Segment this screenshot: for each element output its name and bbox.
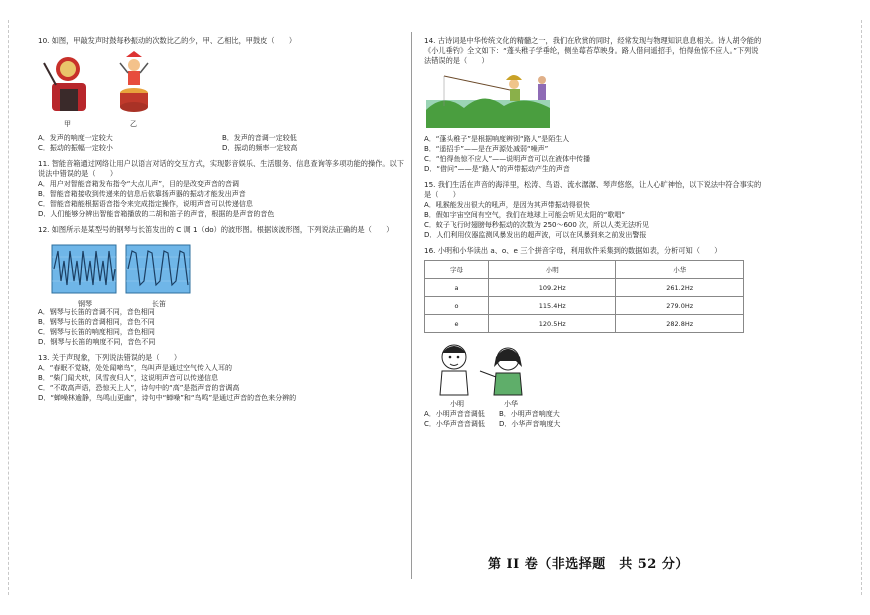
q16-option-a[interactable]: A．小明声音音调低 xyxy=(424,410,485,418)
q12-option-a[interactable]: A．钢琴与长笛的音调不同，音色相同 xyxy=(38,308,155,316)
q16-figure xyxy=(424,337,762,409)
table-cell: 279.0Hz xyxy=(616,297,744,315)
q13-stem: 13. 关于声现象，下列说法错误的是（ ） xyxy=(38,353,182,362)
q15-option-c[interactable]: C．蚊子飞行时翅膀每秒振动的次数为 250～600 次，所以人类无法听见 xyxy=(424,221,650,229)
q10-option-a[interactable]: A．发声的响度一定较大 xyxy=(38,134,113,142)
q11-stem: 11. 智能音箱通过网络让用户以语言对话的交互方式，实现影音娱乐、生活服务、信息查询等多项功能的操作。以下说法中错误的是（ ） xyxy=(38,159,404,178)
table-header-cell: 字母 xyxy=(425,261,489,279)
table-cell: a xyxy=(425,279,489,297)
q11-option-c[interactable]: C．智能音箱能根据语音指令来完成指定操作，说明声音可以传递信息 xyxy=(38,200,253,208)
table-row xyxy=(425,315,744,333)
q14-option-d[interactable]: D．“借问”——是“路人”的声带振动产生的声音 xyxy=(424,165,570,173)
table-header-cell: 小明 xyxy=(488,261,616,279)
q13-option-c[interactable]: C．“不敢高声语，恐惊天上人”，诗句中的“高”是指声音的音调高 xyxy=(38,384,240,392)
binding-line-left xyxy=(8,20,9,595)
children-illustration xyxy=(424,337,544,399)
q15-option-a[interactable]: A．吼猴能发出很大的吼声，是因为其声带振动得很快 xyxy=(424,201,590,209)
q12-label-flute: 长笛 xyxy=(152,300,166,308)
q12-option-c[interactable]: C．钢琴与长笛的响度相同，音色相同 xyxy=(38,328,155,336)
q15-stem: 15. 我们生活在声音的海洋里，松涛、鸟语、流水潺潺、琴声悠悠，让人心旷神怡，以下说法中符合事实的是（ ） xyxy=(424,180,762,199)
table-row xyxy=(425,279,744,297)
q14-option-a[interactable]: A．“蓬头稚子”是根据响度辨别“路人”是陌生人 xyxy=(424,135,570,143)
q13-option-a[interactable]: A．“春眠不觉晓，处处闻啼鸟”，鸟叫声是通过空气传入人耳的 xyxy=(38,364,233,372)
table-cell: o xyxy=(425,297,489,315)
q10-label-jia: 甲 xyxy=(64,120,71,128)
table-cell: 115.4Hz xyxy=(488,297,616,315)
q12-option-d[interactable]: D．钢琴与长笛的响度不同，音色不同 xyxy=(38,338,156,346)
q15-option-b[interactable]: B．假如宇宙空间有空气，我们在地球上可能会听见太阳的“歌唱” xyxy=(424,211,626,219)
table-cell: 109.2Hz xyxy=(488,279,616,297)
q10-figure xyxy=(38,49,406,133)
table-cell: 282.8Hz xyxy=(616,315,744,333)
q13-option-b[interactable]: B．“柴门闻犬吠，风雪夜归人”，这说明声音可以传递信息 xyxy=(38,374,219,382)
q10-option-b[interactable]: B．发声的音调一定较低 xyxy=(222,134,297,142)
binding-line-right xyxy=(861,20,862,595)
waveform-illustration xyxy=(38,241,198,297)
q16-label-xiaohua: 小华 xyxy=(504,400,518,408)
q16-option-c[interactable]: C．小华声音音调低 xyxy=(424,420,485,428)
left-column xyxy=(38,36,406,605)
q10-option-c[interactable]: C．振动的振幅一定较小 xyxy=(38,144,113,152)
table-header-row xyxy=(425,261,744,279)
q14-figure xyxy=(424,70,762,134)
q15-option-d[interactable]: D．人们利用仪器监测风暴发出的超声波，可以在风暴到来之前发出警报 xyxy=(424,231,647,239)
table-header-cell: 小华 xyxy=(616,261,744,279)
right-column xyxy=(424,36,762,605)
frequency-table xyxy=(424,260,744,333)
q11-option-b[interactable]: B．智能音箱接收到传递来的信息后依靠扬声器的振动才能发出声音 xyxy=(38,190,246,198)
q12-stem: 12. 如图所示是某型号的钢琴与长笛发出的 C 调 1（do）的波形图。根据该波形图，下列说法正确的是（ ） xyxy=(38,225,394,234)
q11-option-a[interactable]: A．用户对智能音箱发布指令“大点儿声”，目的是改变声音的音调 xyxy=(38,180,240,188)
q13-option-d[interactable]: D．“蝉噪林逾静，鸟鸣山更幽”，诗句中“蝉噪”和“鸟鸣”是通过声音的音色来分辨的 xyxy=(38,394,297,402)
q14-option-b[interactable]: B．“遥招手”——是在声源处减弱“噪声” xyxy=(424,145,549,153)
q10-stem: 10. 如图，甲敲发声时鼓每秒振动的次数比乙的少，甲、乙相比，甲鼓皮（ ） xyxy=(38,36,297,45)
table-row xyxy=(425,297,744,315)
q16-option-b[interactable]: B．小明声音响度大 xyxy=(499,410,560,418)
section-title: 第 II 卷（非选择题 共 52 分） xyxy=(488,557,689,572)
q12-figure xyxy=(38,241,406,307)
drummers-illustration xyxy=(38,49,168,133)
q16-label-xiaoming: 小明 xyxy=(450,400,464,408)
fishing-child-illustration xyxy=(424,70,554,130)
q10-label-yi: 乙 xyxy=(130,120,137,128)
table-cell: 261.2Hz xyxy=(616,279,744,297)
q11-option-d[interactable]: D．人们能够分辨出智能音箱播放的二胡和笛子的声音，根据的是声音的音色 xyxy=(38,210,275,218)
q10-option-d[interactable]: D．振动的频率一定较高 xyxy=(222,144,298,152)
table-cell: e xyxy=(425,315,489,333)
q14-stem: 14. 古诗词是中华传统文化的精髓之一，我们在欣赏的同时，经常发现与物理知识息息相关。诗人胡令能的《小儿垂钓》全文如下：“蓬头稚子学垂纶，侧坐莓苔草映身。路人借问遥招手，怕得鱼惊不应人。”下列说法错误的是（ ） xyxy=(424,36,762,65)
q12-option-b[interactable]: B．钢琴与长笛的音调相同，音色不同 xyxy=(38,318,155,326)
q14-option-c[interactable]: C．“怕得鱼惊不应人”——说明声音可以在液体中传播 xyxy=(424,155,591,163)
column-divider xyxy=(411,32,412,579)
table-cell: 120.5Hz xyxy=(488,315,616,333)
q16-stem: 16. 小明和小华读出 a、o、e 三个拼音字母，利用软件采集到的数据如表，分析可知（ ） xyxy=(424,246,722,255)
q12-label-piano: 钢琴 xyxy=(78,300,92,308)
q16-option-d[interactable]: D．小华声音响度大 xyxy=(499,420,561,428)
